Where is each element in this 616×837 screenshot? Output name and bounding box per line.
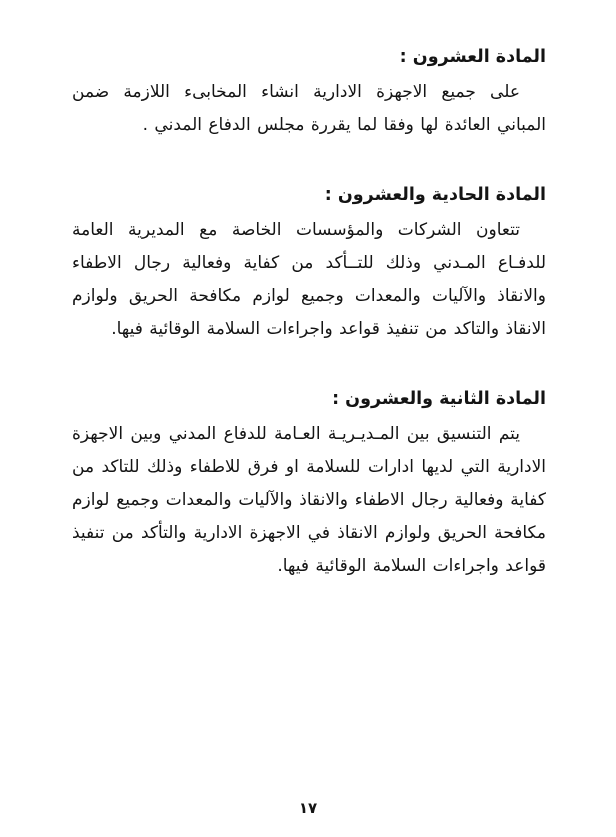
article-21 xyxy=(72,180,546,346)
article-22-body: يتم التنسيق بين المـديـريـة العـامة للدفاع المدني وبين الاجهزة الادارية التي لديها ادارات للسلامة او فرق للاطفاء وذلك للتاكد من كفاية وفعالية رجال الاطفاء والانقاذ والآليات والمعدات وجميع لوازم مكافحة الحريق ولوازم الانقاذ في الاجهزة الادارية والتأكد من تنفيذ قواعد واجراءات السلامة الوقائية فيها. xyxy=(72,424,546,576)
article-20-body: على جميع الاجهزة الادارية انشاء المخابىء اللازمة ضمن المباني العائدة لها وفقا لما يقررة مجلس الدفاع المدني . xyxy=(72,82,546,135)
article-22-heading: المادة الثانية والعشرون : xyxy=(332,389,546,409)
article-20 xyxy=(72,42,546,142)
page-number: ١٧ xyxy=(298,799,318,817)
article-21-body: تتعاون الشركات والمؤسسات الخاصة مع المديرية العامة للدفـاع المـدني وذلك للتــأكد من كفاية وفعالية رجال الاطفاء والانقاذ والآليات والمعدات وجميع لوازم مكافحة الحريق ولوازم الانقاذ والتاكد من تنفيذ قواعد واجراءات السلامة الوقائية فيها. xyxy=(72,220,546,339)
article-22 xyxy=(72,384,546,583)
article-20-heading: المادة العشرون : xyxy=(399,47,546,67)
article-21-heading: المادة الحادية والعشرون : xyxy=(324,185,546,205)
